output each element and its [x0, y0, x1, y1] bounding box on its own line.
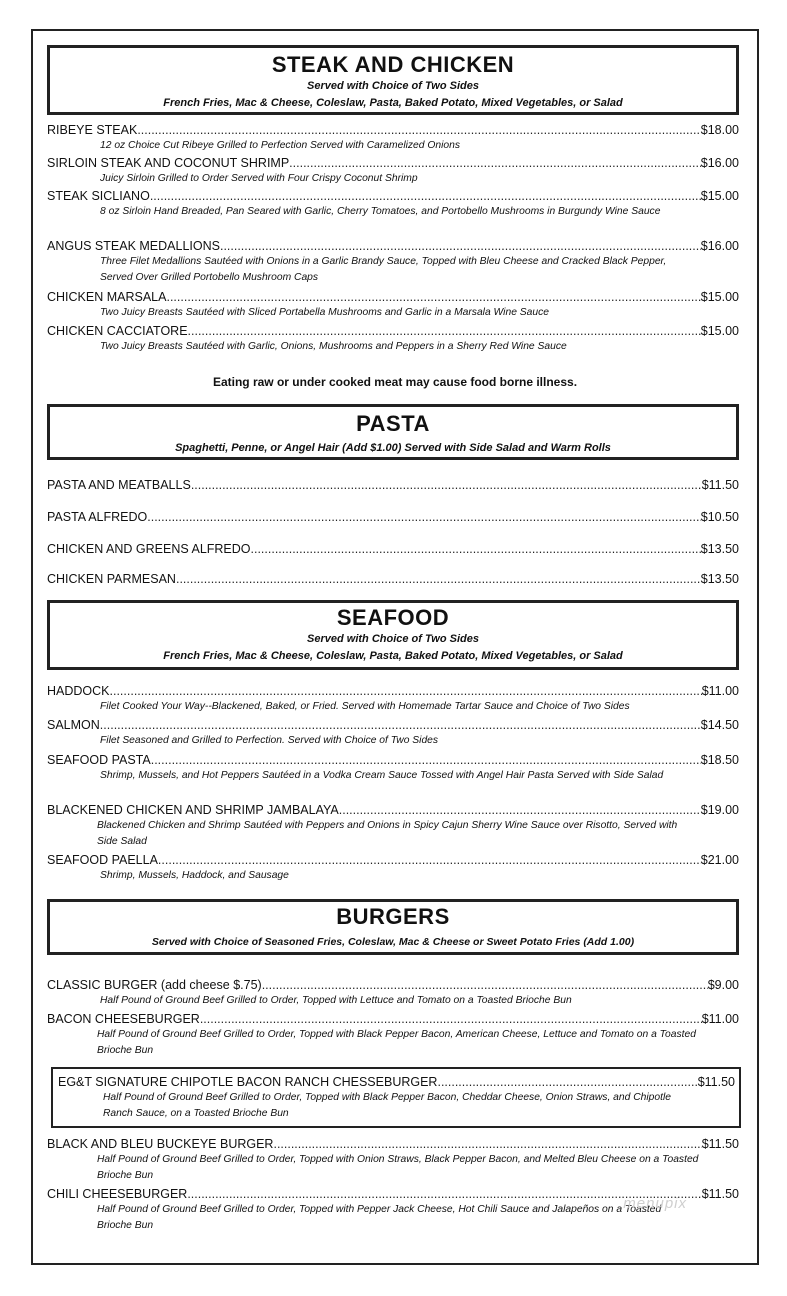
menu-item-angus-medallions — [47, 238, 739, 286]
menu-item-steak-sicliano — [47, 188, 739, 220]
item-name: PASTA ALFREDO — [47, 510, 148, 524]
item-name: CHICKEN PARMESAN — [47, 572, 176, 586]
item-description: Two Juicy Breasts Sautéed with Sliced Portabella Mushrooms and Garlic in a Marsala Wine Sauce — [100, 307, 549, 318]
leader-dots — [251, 541, 701, 557]
item-description: Half Pound of Ground Beef Grilled to Order, Topped with Lettuce and Tomato on a Toasted Brioche Bun — [100, 995, 572, 1006]
leader-dots — [273, 1136, 701, 1152]
leader-dots — [188, 323, 701, 339]
item-price: $18.50 — [700, 753, 739, 767]
item-description: Half Pound of Ground Beef Grilled to Order, Topped with Onion Straws, Black Pepper Bacon, and Melted Bleu Cheese on a Toasted Brioche Bun — [97, 1154, 699, 1181]
leader-dots — [158, 852, 701, 868]
leader-dots — [339, 802, 701, 818]
leader-dots — [289, 155, 701, 171]
item-name: CLASSIC BURGER (add cheese $.75) — [47, 978, 262, 992]
menu-item-haddock — [47, 683, 739, 715]
steak-header-box — [47, 45, 739, 115]
leader-dots — [137, 122, 700, 138]
menu-item-chicken-marsala — [47, 289, 739, 321]
item-price: $11.00 — [701, 684, 739, 698]
food-safety-warning: Eating raw or under cooked meat may cause food borne illness. — [212, 375, 578, 389]
item-price: $18.00 — [700, 123, 739, 137]
item-price: $19.00 — [700, 803, 739, 817]
steak-title: STEAK AND CHICKEN — [271, 52, 515, 77]
item-price: $11.50 — [701, 1187, 739, 1201]
leader-dots — [223, 238, 700, 254]
item-name: SALMON — [47, 718, 100, 732]
menu-item-salmon — [47, 717, 739, 749]
leader-dots — [150, 188, 701, 204]
menu-item-chicken-greens-alfredo — [47, 541, 739, 557]
item-name: BLACK AND BLEU BUCKEYE BURGER — [47, 1137, 274, 1151]
seafood-header-box — [47, 600, 739, 670]
leader-dots — [113, 683, 702, 699]
burgers-subtitle: Served with Choice of Seasoned Fries, Coleslaw, Mac & Cheese or Sweet Potato Fries (Add 1.00) — [151, 936, 635, 948]
item-description: Filet Seasoned and Grilled to Perfection. Served with Choice of Two Sides — [100, 735, 439, 746]
item-name: BACON CHEESEBURGER — [47, 1012, 200, 1026]
item-name: BLACKENED CHICKEN AND SHRIMP JAMBALAYA — [47, 803, 339, 817]
item-price: $15.00 — [700, 324, 739, 338]
item-name: STEAK SICLIANO — [47, 189, 150, 203]
menu-item-chicken-cacciatore — [47, 323, 739, 355]
leader-dots — [100, 717, 701, 733]
menu-item-seafood-pasta — [47, 752, 739, 784]
item-name: PASTA AND MEATBALLS — [47, 478, 191, 492]
item-price: $16.00 — [700, 239, 739, 253]
menu-item-pasta-alfredo — [47, 509, 739, 525]
item-price: $16.00 — [700, 156, 739, 170]
menu-item-jambalaya — [47, 802, 739, 850]
leader-dots — [176, 571, 701, 587]
leader-dots — [166, 289, 700, 305]
item-description: 12 oz Choice Cut Ribeye Grilled to Perfection Served with Caramelized Onions — [100, 140, 460, 151]
item-price: $11.50 — [697, 1075, 735, 1089]
seafood-subtitle: Served with Choice of Two Sides — [307, 633, 479, 645]
item-price: $10.50 — [700, 510, 739, 524]
item-price: $9.00 — [707, 978, 739, 992]
item-description: Shrimp, Mussels, Haddock, and Sausage — [100, 870, 289, 881]
burgers-title: BURGERS — [336, 904, 450, 929]
item-name: CHILI CHEESEBURGER — [47, 1187, 188, 1201]
pasta-subtitle: Spaghetti, Penne, or Angel Hair (Add $1.00) Served with Side Salad and Warm Rolls — [175, 442, 611, 454]
menu-page — [31, 29, 759, 1265]
menu-item-seafood-paella — [47, 852, 739, 884]
item-price: $13.50 — [700, 572, 739, 586]
menu-item-black-bleu-burger — [47, 1136, 739, 1184]
item-price: $11.50 — [701, 1137, 739, 1151]
item-description: Half Pound of Ground Beef Grilled to Order, Topped with Black Pepper Bacon, American Cheese, Lettuce and Tomato on a Toasted Brioche Bun — [97, 1029, 696, 1056]
item-price: $11.50 — [701, 478, 739, 492]
item-description: Blackened Chicken and Shrimp Sautéed with Peppers and Onions in Spicy Cajun Sherry Wine Sauce over Risotto, Served with Side Salad — [97, 820, 678, 847]
menu-item-signature-burger — [58, 1074, 735, 1122]
leader-dots — [147, 509, 701, 525]
seafood-sides: French Fries, Mac & Cheese, Coleslaw, Pasta, Baked Potato, Mixed Vegetables, or Salad — [163, 650, 623, 662]
leader-dots — [151, 752, 701, 768]
burgers-header-box — [47, 899, 739, 955]
pasta-title: PASTA — [356, 411, 430, 436]
item-description: Two Juicy Breasts Sautéed with Garlic, Onions, Mushrooms and Peppers in a Sherry Red Wine Sauce — [100, 341, 567, 352]
item-price: $14.50 — [700, 718, 739, 732]
item-name: ANGUS STEAK MEDALLIONS. — [47, 239, 224, 253]
item-description: Shrimp, Mussels, and Hot Peppers Sautéed in a Vodka Cream Sauce Tossed with Angel Hair Pasta Served with Side Salad — [100, 770, 664, 781]
item-name: EG&T SIGNATURE CHIPOTLE BACON RANCH CHESSEBURGER — [58, 1075, 438, 1089]
item-description: Three Filet Medallions Sautéed with Onions in a Garlic Brandy Sauce, Topped with Bleu Cheese and Cracked Black Pepper, Served Over Grilled Portobello Mushroom Caps — [100, 256, 667, 283]
menu-item-ribeye — [47, 122, 739, 154]
seafood-title: SEAFOOD — [336, 605, 450, 630]
item-name: CHICKEN CACCIATORE — [47, 324, 188, 338]
item-price: $15.00 — [700, 290, 739, 304]
item-description: Juicy Sirloin Grilled to Order Served with Four Crispy Coconut Shrimp — [100, 173, 418, 184]
leader-dots — [437, 1074, 697, 1090]
leader-dots — [262, 977, 708, 993]
item-description: Half Pound of Ground Beef Grilled to Order, Topped with Black Pepper Bacon, Cheddar Cheese, Onion Straws, and Chipotle Ranch Sauce, on a Toasted Brioche Bun — [103, 1092, 671, 1119]
pasta-header-box — [47, 404, 739, 460]
item-name: SIRLOIN STEAK AND COCONUT SHRIMP — [47, 156, 290, 170]
menu-item-sirloin-shrimp — [47, 155, 739, 187]
item-price: $13.50 — [700, 542, 739, 556]
watermark: menupix — [623, 1195, 687, 1212]
item-name: CHICKEN MARSALA — [47, 290, 167, 304]
steak-subtitle: Served with Choice of Two Sides — [307, 80, 479, 92]
menu-item-chicken-parmesan — [47, 571, 739, 587]
item-price: $15.00 — [700, 189, 739, 203]
item-name: SEAFOOD PAELLA — [47, 853, 158, 867]
menu-item-pasta-meatballs — [47, 477, 739, 493]
leader-dots — [200, 1011, 702, 1027]
item-name: SEAFOOD PASTA — [47, 753, 151, 767]
item-description: Filet Cooked Your Way--Blackened, Baked, or Fried. Served with Homemade Tartar Sauce and Choice of Two Sides — [100, 701, 630, 712]
menu-item-bacon-cheeseburger — [47, 1011, 739, 1059]
item-description: Half Pound of Ground Beef Grilled to Order, Topped with Pepper Jack Cheese, Hot Chili Sauce and Jalapeños on a Toasted Brioche Bun — [97, 1204, 662, 1231]
item-name: RIBEYE STEAK — [47, 123, 138, 137]
item-description: 8 oz Sirloin Hand Breaded, Pan Seared with Garlic, Cherry Tomatoes, and Portobello Mushrooms in Burgundy Wine Sauce — [100, 206, 661, 217]
item-name: CHICKEN AND GREENS ALFREDO — [47, 542, 251, 556]
steak-sides: French Fries, Mac & Cheese, Coleslaw, Pasta, Baked Potato, Mixed Vegetables, or Salad — [163, 97, 623, 109]
leader-dots — [191, 477, 702, 493]
item-price: $21.00 — [700, 853, 739, 867]
item-name: HADDOCK. — [47, 684, 113, 698]
menu-item-classic-burger — [47, 977, 739, 1009]
signature-burger-box — [51, 1067, 741, 1128]
item-price: $11.00 — [701, 1012, 739, 1026]
